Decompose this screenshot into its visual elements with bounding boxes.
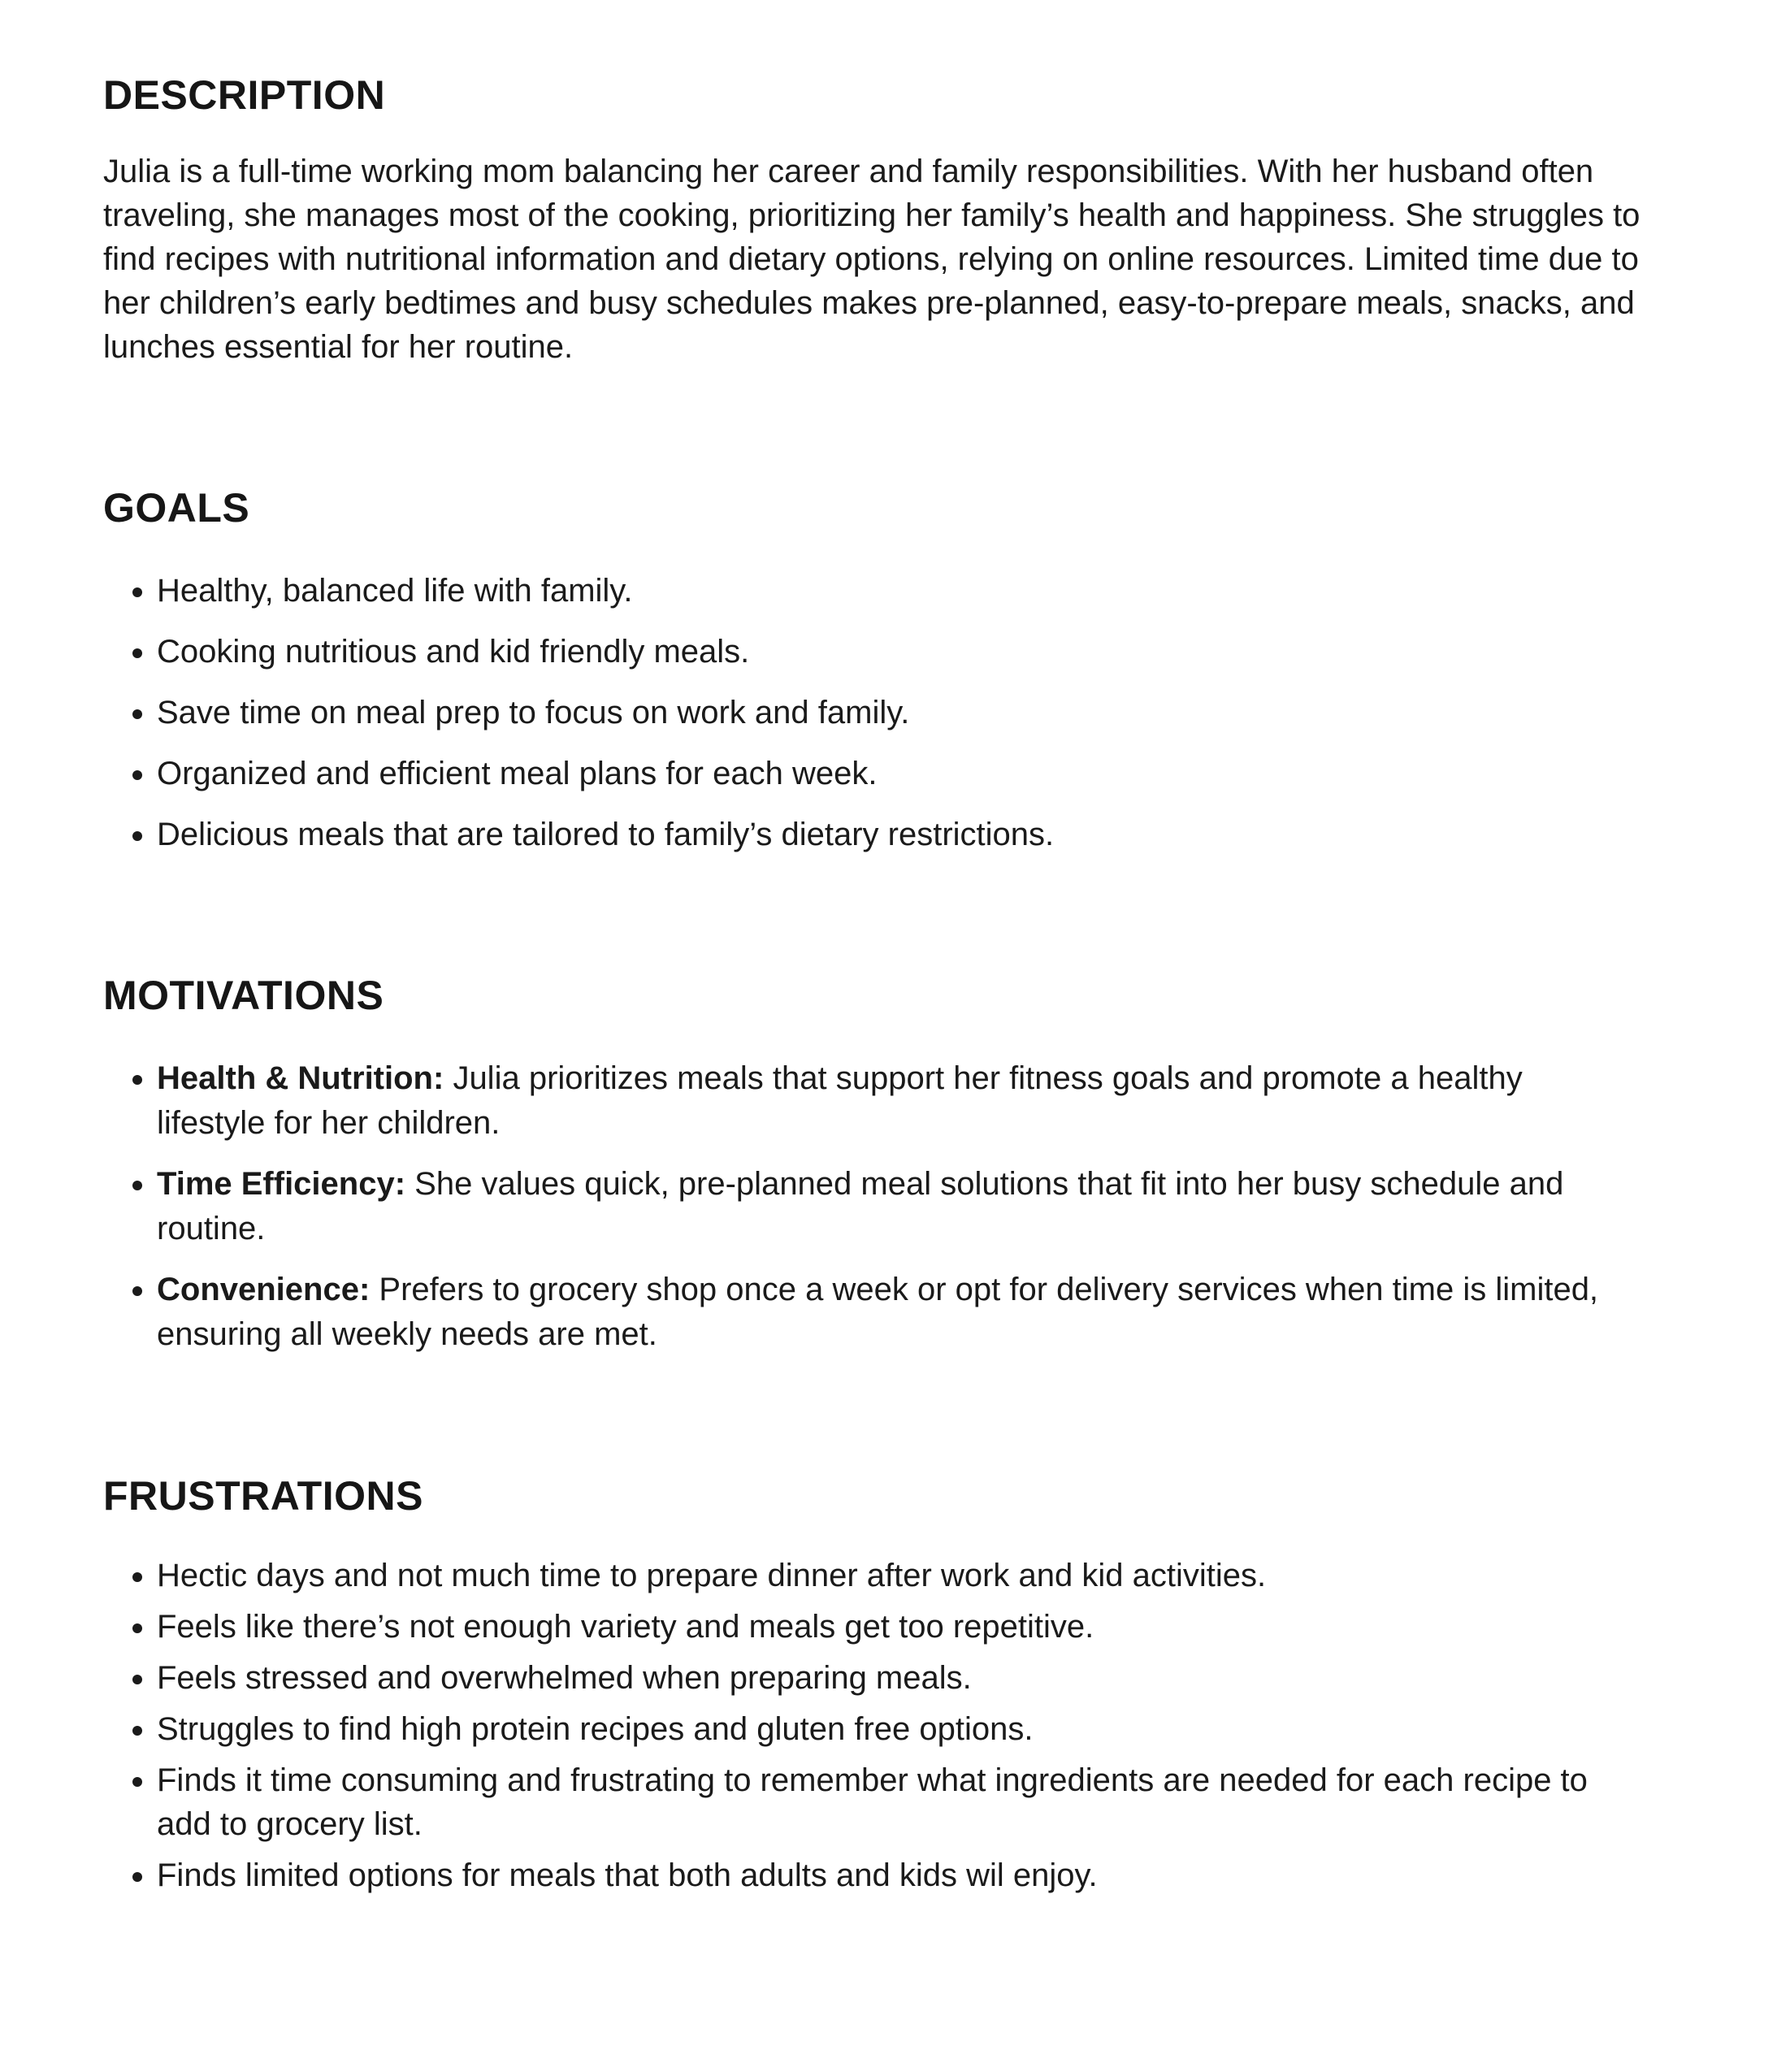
list-item: • Delicious meals that are tailored to family’s dietary restrictions. [157, 813, 1639, 856]
frustrations-heading: FRUSTRATIONS [103, 1473, 423, 1519]
list-item: • Finds limited options for meals that both adults and kids wil enjoy. [157, 1853, 1639, 1897]
motivation-text: Prefers to grocery shop once a week or opt for delivery services when time is limited, ensuring all weekly needs are met. [157, 1272, 1599, 1352]
motivation-text: She values quick, pre-planned meal solutions that fit into her busy schedule and routine. [157, 1166, 1564, 1246]
motivation-label: Time Efficiency: [157, 1166, 406, 1202]
list-item: • Save time on meal prep to focus on work and family. [157, 691, 1639, 735]
description-heading: DESCRIPTION [103, 72, 386, 118]
motivation-text: Julia prioritizes meals that support her fitness goals and promote a healthy lifestyle for her children. [157, 1060, 1523, 1141]
list-item [157, 1268, 1639, 1357]
list-item: • Organized and efficient meal plans for each week. [157, 752, 1639, 795]
frustrations-section [103, 1472, 1675, 1897]
motivations-section [103, 972, 1675, 1357]
list-item: • Feels stressed and overwhelmed when preparing meals. [157, 1656, 1639, 1700]
goals-heading: GOALS [103, 485, 250, 531]
frustrations-list [103, 1554, 1639, 1897]
list-item [157, 1162, 1639, 1251]
description-section [103, 72, 1675, 369]
motivations-heading: MOTIVATIONS [103, 973, 384, 1018]
motivation-label: Health & Nutrition: [157, 1060, 444, 1096]
list-item: • Struggles to find high protein recipes and gluten free options. [157, 1707, 1639, 1751]
persona-document [103, 72, 1675, 1897]
goals-section [103, 484, 1675, 856]
goals-list [103, 569, 1639, 856]
list-item: • Cooking nutritious and kid friendly meals. [157, 630, 1639, 674]
motivations-list [103, 1056, 1639, 1357]
list-item: • Finds it time consuming and frustrating to remember what ingredients are needed for each recipe to add to grocery list. [157, 1758, 1639, 1846]
motivation-label: Convenience: [157, 1272, 371, 1307]
list-item: • Feels like there’s not enough variety and meals get too repetitive. [157, 1605, 1639, 1649]
list-item: • Healthy, balanced life with family. [157, 569, 1639, 613]
description-paragraph: Julia is a full-time working mom balancing her career and family responsibilities. With her husband often traveling, she manages most of the cooking, prioritizing her family’s health and happiness. She struggles to find recipes with nutritional information and dietary options, relying on online resources. Limited time due to her children’s early bedtimes and busy schedules makes pre-planned, easy-to-prepare meals, snacks, and lunches essential for her routine. [103, 154, 1640, 365]
list-item [157, 1056, 1639, 1146]
list-item: • Hectic days and not much time to prepare dinner after work and kid activities. [157, 1554, 1639, 1597]
